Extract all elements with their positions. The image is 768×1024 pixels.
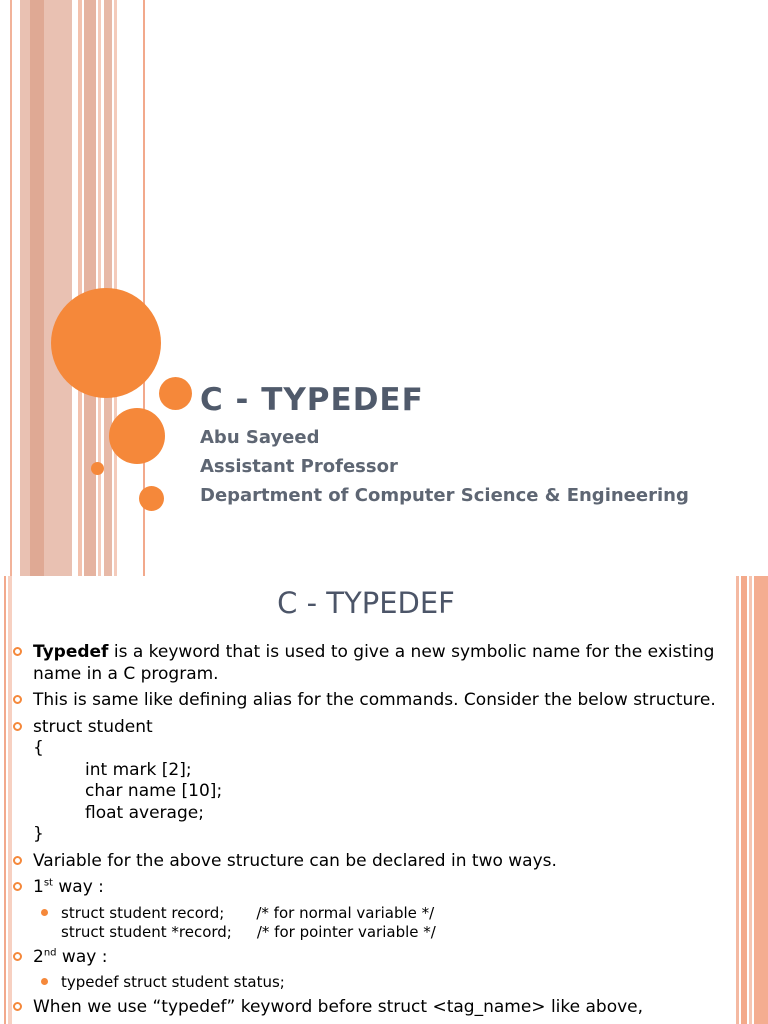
code-text: struct student *record;: [61, 923, 232, 941]
content-slide: [0, 576, 768, 1024]
bullet-item: [12, 997, 727, 1019]
bullet-text: When we use “typedef” keyword before struct <tag_name> like above,: [33, 996, 644, 1017]
medium-circle: [109, 408, 165, 464]
stripe: [78, 0, 82, 576]
ring-bullet-icon: [13, 952, 22, 961]
way-number: 1: [33, 877, 44, 897]
stripe: [10, 0, 12, 576]
large-circle: [51, 288, 161, 398]
author-position: Assistant Professor: [200, 456, 398, 477]
code-line: struct student: [33, 716, 153, 737]
ring-bullet-icon: [13, 695, 22, 704]
slide-title: C - TYPEDEF: [200, 382, 424, 418]
ring-bullet-icon: [13, 882, 22, 891]
stripe: [84, 0, 96, 576]
stripe: [30, 0, 44, 576]
way-suffix: st: [43, 877, 53, 889]
bullet-item: [12, 877, 727, 899]
code-text: struct student record;: [61, 903, 225, 922]
way-label: way :: [56, 946, 108, 967]
decorative-stripes: [0, 0, 150, 576]
dot-bullet-icon: [41, 978, 48, 985]
bullet-item: [12, 947, 727, 969]
title-block: [200, 380, 740, 507]
code-line: float average;: [85, 802, 204, 823]
bullet-text: is a keyword that is used to give a new symbolic name for the existing name in a C program.: [33, 642, 715, 684]
code-line: char name [10];: [85, 781, 223, 801]
bullet-text: Variable for the above structure can be declared in two ways.: [33, 850, 557, 871]
keyword-text: Typedef: [33, 642, 109, 662]
stripe: [4, 576, 6, 1024]
slide-body: [12, 642, 727, 1023]
code-line: }: [33, 824, 44, 844]
ring-bullet-icon: [13, 722, 22, 731]
tiny-circle: [91, 462, 104, 475]
comment-text: /* for normal variable */: [256, 903, 435, 922]
ring-bullet-icon: [13, 856, 22, 865]
stripe: [754, 576, 768, 1024]
stripe: [749, 576, 752, 1024]
bullet-text: This is same like defining alias for the commands. Consider the below structure.: [33, 690, 716, 710]
code-line: int mark [2];: [85, 759, 192, 780]
ring-bullet-icon: [13, 647, 22, 656]
stripe: [736, 576, 739, 1024]
code-line: {: [33, 738, 44, 758]
bullet-item: [12, 690, 727, 712]
dot-bullet-icon: [41, 909, 48, 916]
way-number: 2: [33, 946, 44, 967]
bullet-item: [12, 851, 727, 873]
slide-heading: C - TYPEDEF: [277, 586, 455, 620]
way-label: way :: [52, 877, 104, 897]
sub-bullet-item: [12, 973, 727, 993]
bullet-item: [12, 642, 727, 685]
stripe: [20, 0, 72, 576]
way-suffix: nd: [43, 946, 57, 958]
ring-bullet-icon: [13, 1002, 22, 1011]
code-bullet-item: [12, 717, 727, 846]
small-circle: [159, 377, 192, 410]
author-name: Abu Sayeed: [200, 427, 320, 448]
code-text: typedef struct student status;: [61, 973, 285, 991]
sub-bullet-item: [12, 904, 727, 943]
stripe: [741, 576, 747, 1024]
author-department: Department of Computer Science & Engineering: [200, 485, 689, 506]
comment-text: /* for pointer variable */: [256, 923, 436, 941]
small-circle: [139, 486, 164, 511]
